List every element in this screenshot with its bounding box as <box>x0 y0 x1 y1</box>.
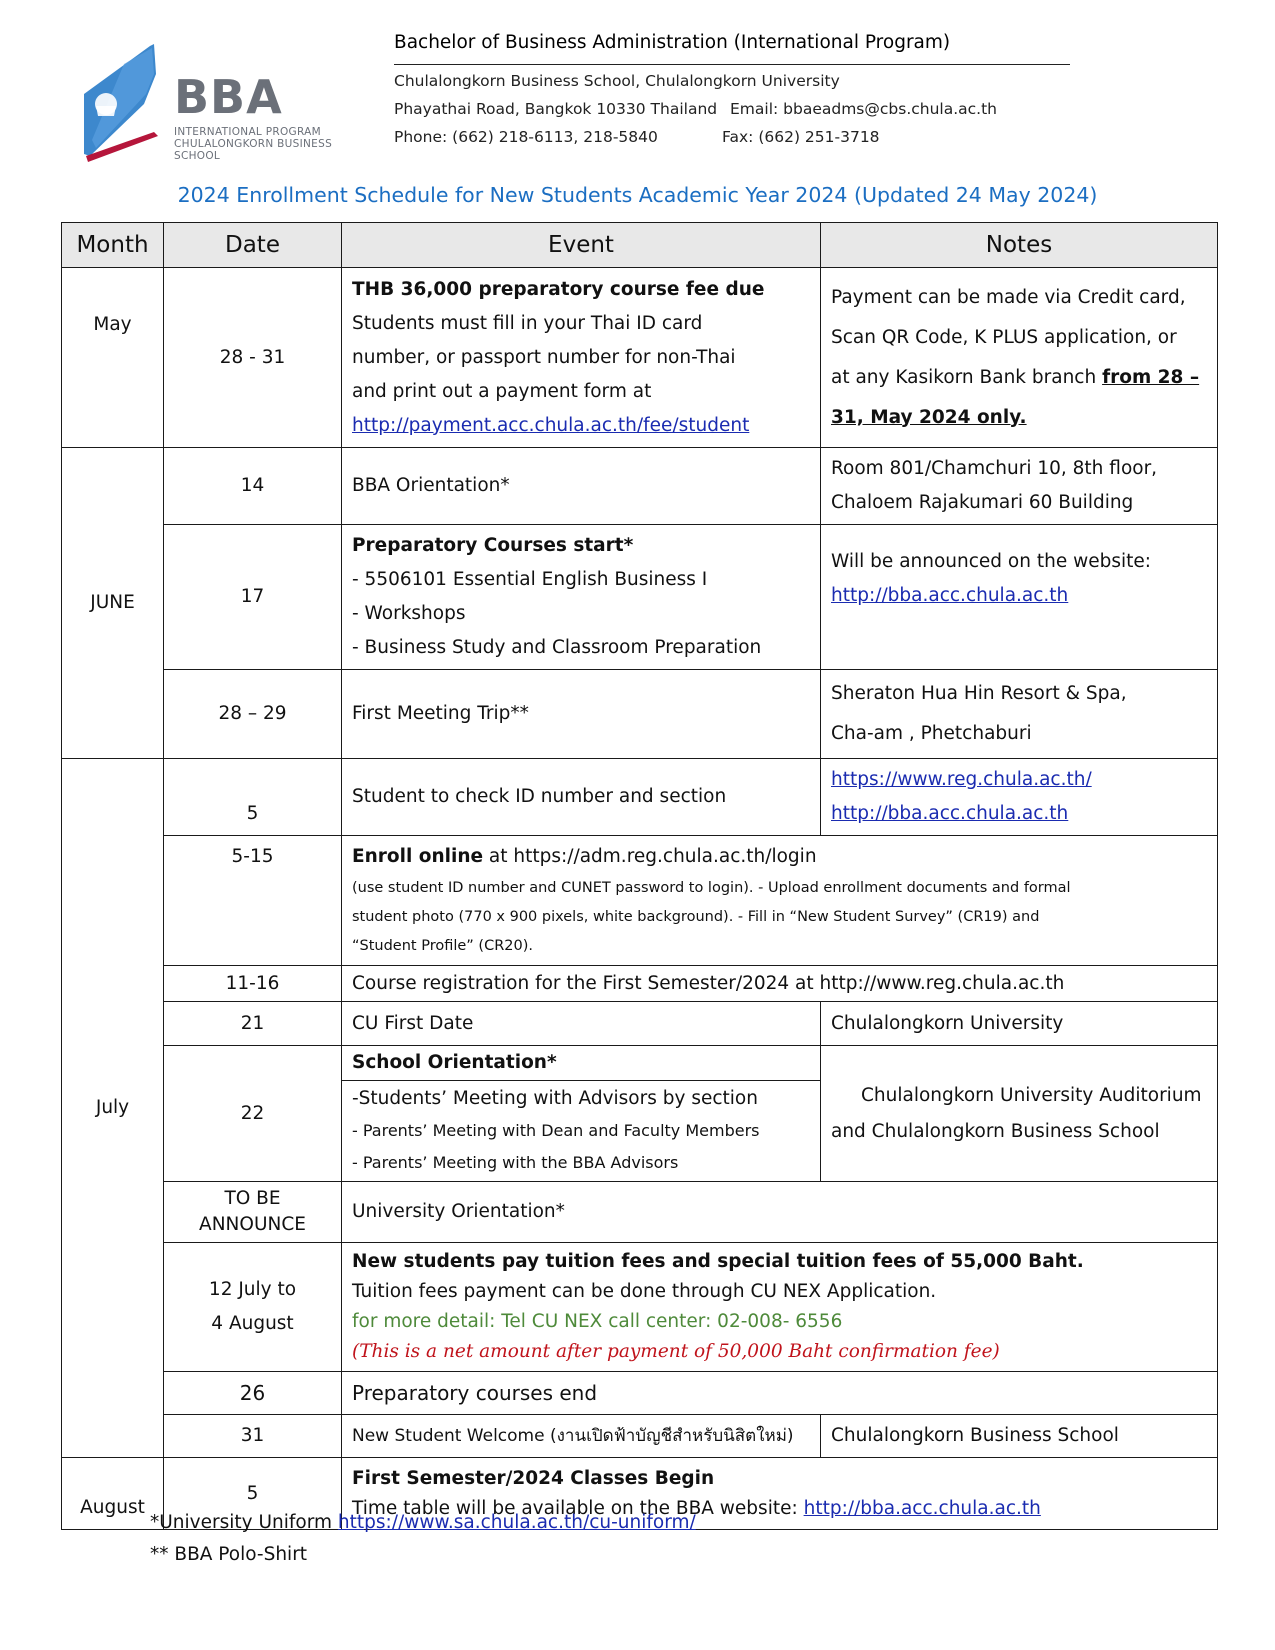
notes-cell <box>821 759 1218 836</box>
month-june: JUNE <box>62 448 164 759</box>
table-row <box>62 1046 1218 1182</box>
event-title: New students pay tuition fees and special tuition fees of 55,000 Baht. <box>352 1251 1084 1272</box>
event-line: Time table will be available on the BBA website: <box>352 1497 804 1519</box>
event-cell: CU First Date <box>342 1002 821 1046</box>
notes-line: and Chulalongkorn Business School <box>831 1120 1160 1142</box>
date-cell: 11-16 <box>164 966 342 1002</box>
date-line: 12 July to <box>208 1279 297 1300</box>
event-line: Students must fill in your Thai ID card <box>352 312 703 334</box>
event-cell <box>342 836 1218 966</box>
list-item: - Parents’ Meeting with Dean and Faculty Members <box>352 1121 760 1140</box>
date-cell: 5 <box>164 759 342 836</box>
notes-line: Cha-am , Phetchaburi <box>831 723 1032 744</box>
event-cell: First Meeting Trip** <box>342 670 821 759</box>
program-title: Bachelor of Business Administration (International Program) <box>394 32 951 53</box>
bba-website-link[interactable]: http://bba.acc.chula.ac.th <box>831 803 1069 824</box>
event-cell: Course registration for the First Semester/2024 at http://www.reg.chula.ac.th <box>342 966 1218 1002</box>
date-cell: 28 - 31 <box>164 268 342 448</box>
notes-line: at any Kasikorn Bank branch <box>831 366 1103 388</box>
date-cell: 22 <box>164 1046 342 1182</box>
table-row <box>62 448 1218 525</box>
table-row <box>62 966 1218 1002</box>
notes-cell <box>821 525 1218 670</box>
school-address: Phayathai Road, Bangkok 10330 Thailand <box>394 100 718 118</box>
event-line: number, or passport number for non-Thai <box>352 346 736 368</box>
table-header-row <box>62 223 1218 268</box>
table-row <box>62 268 1218 448</box>
date-cell: TO BE ANNOUNCE <box>164 1182 342 1243</box>
list-item: - Parents’ Meeting with the BBA Advisors <box>352 1153 679 1172</box>
date-cell: 21 <box>164 1002 342 1046</box>
month-august: August <box>62 1458 164 1530</box>
list-item: - Business Study and Classroom Preparation <box>352 637 762 658</box>
footnote-uniform <box>150 1512 696 1533</box>
list-item: - Workshops <box>352 603 466 624</box>
school-phone: Phone: (662) 218-6113, 218-5840 <box>394 128 658 146</box>
logo-line1: INTERNATIONAL PROGRAM <box>174 126 321 138</box>
notes-cell: Chulalongkorn University <box>821 1002 1218 1046</box>
event-cell <box>342 525 821 670</box>
bba-logo <box>84 44 374 164</box>
school-email: Email: bbaeadms@cbs.chula.ac.th <box>730 100 997 118</box>
notes-cell: Chulalongkorn Business School <box>821 1415 1218 1458</box>
header-date: Date <box>164 223 342 268</box>
header-notes: Notes <box>821 223 1218 268</box>
bba-website-link[interactable]: http://bba.acc.chula.ac.th <box>831 585 1069 606</box>
event-cell: University Orientation* <box>342 1182 1218 1243</box>
header-divider <box>394 64 1070 65</box>
event-title: THB 36,000 preparatory course fee due <box>352 278 765 300</box>
event-cell: Student to check ID number and section <box>342 759 821 836</box>
date-cell: 5-15 <box>164 836 342 966</box>
month-may: May <box>62 268 164 448</box>
notes-cell <box>821 670 1218 759</box>
event-title: Preparatory Courses start* <box>352 535 634 556</box>
footnote-polo: ** BBA Polo-Shirt <box>150 1544 308 1565</box>
event-note: (This is a net amount after payment of 50,000 Baht confirmation fee) <box>352 1341 1000 1362</box>
table-row <box>62 1243 1218 1372</box>
date-cell: 14 <box>164 448 342 525</box>
event-cell <box>342 1243 1218 1372</box>
header-event: Event <box>342 223 821 268</box>
date-cell: 5 <box>164 1458 342 1530</box>
bba-website-link[interactable]: http://bba.acc.chula.ac.th <box>803 1497 1041 1519</box>
notes-cell <box>821 1046 1218 1182</box>
notes-deadline: 31, May 2024 only. <box>831 406 1027 428</box>
logo-emblem-icon <box>84 44 174 164</box>
date-cell: 31 <box>164 1415 342 1458</box>
uniform-link[interactable]: https://www.sa.chula.ac.th/cu-uniform/ <box>337 1512 696 1533</box>
event-title: School Orientation* <box>342 1046 820 1081</box>
notes-line: Scan QR Code, K PLUS application, or <box>831 326 1177 348</box>
event-line: Tuition fees payment can be done through CU NEX Application. <box>352 1281 937 1302</box>
logo-line2: CHULALONGKORN BUSINESS SCHOOL <box>174 138 333 162</box>
logo-wordmark: BBA <box>174 70 283 124</box>
notes-line: Room 801/Chamchuri 10, 8th floor, <box>831 458 1158 479</box>
table-row <box>62 1415 1218 1458</box>
notes-line: Sheraton Hua Hin Resort & Spa, <box>831 683 1127 704</box>
event-line: and print out a payment form at <box>352 380 652 402</box>
date-cell: 26 <box>164 1372 342 1415</box>
school-fax: Fax: (662) 251-3718 <box>722 128 880 146</box>
event-cell <box>342 268 821 448</box>
event-cell <box>342 1046 821 1182</box>
event-contact: for more detail: Tel CU NEX call center: 02-008- 6556 <box>352 1311 843 1332</box>
table-row <box>62 1002 1218 1046</box>
event-detail: “Student Profile” (CR20). <box>352 938 533 954</box>
event-cell: BBA Orientation* <box>342 448 821 525</box>
schedule-table <box>61 222 1218 1530</box>
payment-link[interactable]: http://payment.acc.chula.ac.th/fee/student <box>352 414 750 436</box>
date-cell: 28 – 29 <box>164 670 342 759</box>
table-row <box>62 759 1218 836</box>
school-name: Chulalongkorn Business School, Chulalongkorn University <box>394 72 840 90</box>
event-title: Enroll online <box>352 846 484 867</box>
notes-line: Chaloem Rajakumari 60 Building <box>831 492 1134 513</box>
date-cell: 17 <box>164 525 342 670</box>
table-row <box>62 525 1218 670</box>
footnote-text: *University Uniform <box>150 1512 338 1533</box>
event-title: First Semester/2024 Classes Begin <box>352 1467 715 1489</box>
event-cell: New Student Welcome (งานเปิดฟ้าบัญชีสำหรับนิสิตใหม่) <box>342 1415 821 1458</box>
notes-cell <box>821 448 1218 525</box>
table-row <box>62 670 1218 759</box>
table-row <box>62 1182 1218 1243</box>
notes-deadline: from 28 – <box>1102 366 1200 388</box>
event-detail: student photo (770 x 900 pixels, white background). - Fill in “New Student Survey” (CR19) and <box>352 909 1040 925</box>
reg-website-link[interactable]: https://www.reg.chula.ac.th/ <box>831 769 1092 790</box>
table-row <box>62 1372 1218 1415</box>
list-item: - 5506101 Essential English Business I <box>352 569 708 590</box>
header-month: Month <box>62 223 164 268</box>
event-detail: (use student ID number and CUNET password to login). - Upload enrollment documents and formal <box>352 880 1071 896</box>
month-july: July <box>62 759 164 1458</box>
notes-line: Chulalongkorn University Auditorium <box>861 1084 1202 1106</box>
table-row <box>62 836 1218 966</box>
notes-line: Payment can be made via Credit card, <box>831 286 1186 308</box>
notes-cell <box>821 268 1218 448</box>
event-line: at https://adm.reg.chula.ac.th/login <box>483 846 817 867</box>
notes-line: Will be announced on the website: <box>831 551 1151 572</box>
date-line: 4 August <box>211 1313 294 1334</box>
list-item: -Students’ Meeting with Advisors by section <box>352 1088 758 1109</box>
event-cell: Preparatory courses end <box>342 1372 1218 1415</box>
schedule-title: 2024 Enrollment Schedule for New Students Academic Year 2024 (Updated 24 May 2024) <box>177 183 1098 207</box>
date-cell <box>164 1243 342 1372</box>
